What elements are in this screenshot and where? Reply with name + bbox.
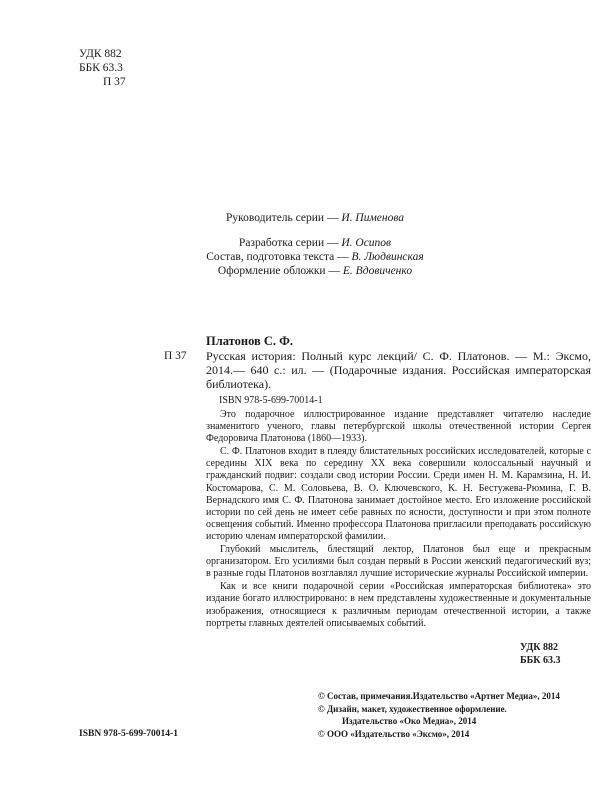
text-prep-name: В. Людвинская xyxy=(351,251,424,263)
production-credits xyxy=(150,236,480,278)
cover-label: Оформление обложки — xyxy=(217,265,340,277)
udk-code: УДК 882 xyxy=(79,48,122,60)
copyright-line: Издательство «Око Медиа», 2014 xyxy=(342,716,477,726)
copyright-block xyxy=(318,690,598,740)
copyright-line: © Состав, примечания.Издательство «Артнет Медиа», 2014 xyxy=(318,691,560,701)
author-heading: Платонов С. Ф. xyxy=(206,334,294,348)
copyright-line: © Дизайн, макет, художественное оформление. xyxy=(318,703,507,714)
biblio-author-sign: П 37 xyxy=(164,350,187,362)
isbn-record: ISBN 978-5-699-70014-1 xyxy=(219,395,323,406)
annotation-paragraph: Глубокий мыслитель, блестящий лектор, Платонов был еще и прекрасным организатором. Его усилиями был создан первый в России женский педагогический вуз; в разные годы Платонов возглавлял лучшие исторические журналы Российской империи. xyxy=(206,544,591,580)
bibliographic-record: Русская история: Полный курс лекций/ С. Ф. Платонов. — М.: Эксмо, 2014.— 640 с.: ил. — (Подарочные издания. Российская императорская библиотека). xyxy=(206,349,591,391)
annotation xyxy=(206,409,591,630)
classification-codes xyxy=(79,47,126,89)
text-prep-label: Состав, подготовка текста — xyxy=(206,251,349,263)
series-dev-label: Разработка серии — xyxy=(238,237,339,249)
bbk-code: ББК 63.3 xyxy=(79,62,123,74)
series-head-credit xyxy=(150,211,480,225)
copyright-line: © ООО «Издательство «Эксмо», 2014 xyxy=(318,728,470,739)
annotation-paragraph: С. Ф. Платонов входит в плеяду блистательных российских исследователей, которые с середины XIX века по середину XX века совершили колоссальный научный и гражданский подвиг: создали свод истории России. Среди имен Н. М. Карамзина, Н. И. Костомарова, С. М. Соловьева, В. О. Ключевского, К. Н. Бестужева-Рюмина, Г. В. Вернадского имя С. Ф. Платонова занимает достойное место. Его изложение российской истории по сей день не имеет себе равных по ясности, доступности и при этом полноте освещения событий. Именно профессора Платонова пригласили преподавать российскую историю членам императорской фамилии. xyxy=(206,446,591,542)
annotation-paragraph: Как и все книги подарочной серии «Российская императорская библиотека» это издание богато иллюстрировано: в нем представлены художественные и документальные изображения, относящиеся к различным периодам отечественной истории, а также портреты главных деятелей описываемых событий. xyxy=(206,581,591,629)
footer-udk: УДК 882 xyxy=(520,642,558,653)
series-head-name: И. Пименова xyxy=(341,212,404,224)
footer-codes xyxy=(520,642,560,667)
author-sign: П 37 xyxy=(103,76,126,88)
cover-name: Е. Вдовиченко xyxy=(342,265,413,277)
series-head-label: Руководитель серии — xyxy=(226,212,339,224)
footer-bbk: ББК 63.3 xyxy=(520,654,561,666)
series-dev-name: И. Осипов xyxy=(341,237,392,249)
annotation-paragraph: Это подарочное иллюстрированное издание представляет читателю наследие знаменитого ученого, главы петербургской школы отечественной истории Сергея Федоровича Платонова (1860—1933). xyxy=(206,409,591,445)
footer-isbn: ISBN 978-5-699-70014-1 xyxy=(79,729,178,739)
